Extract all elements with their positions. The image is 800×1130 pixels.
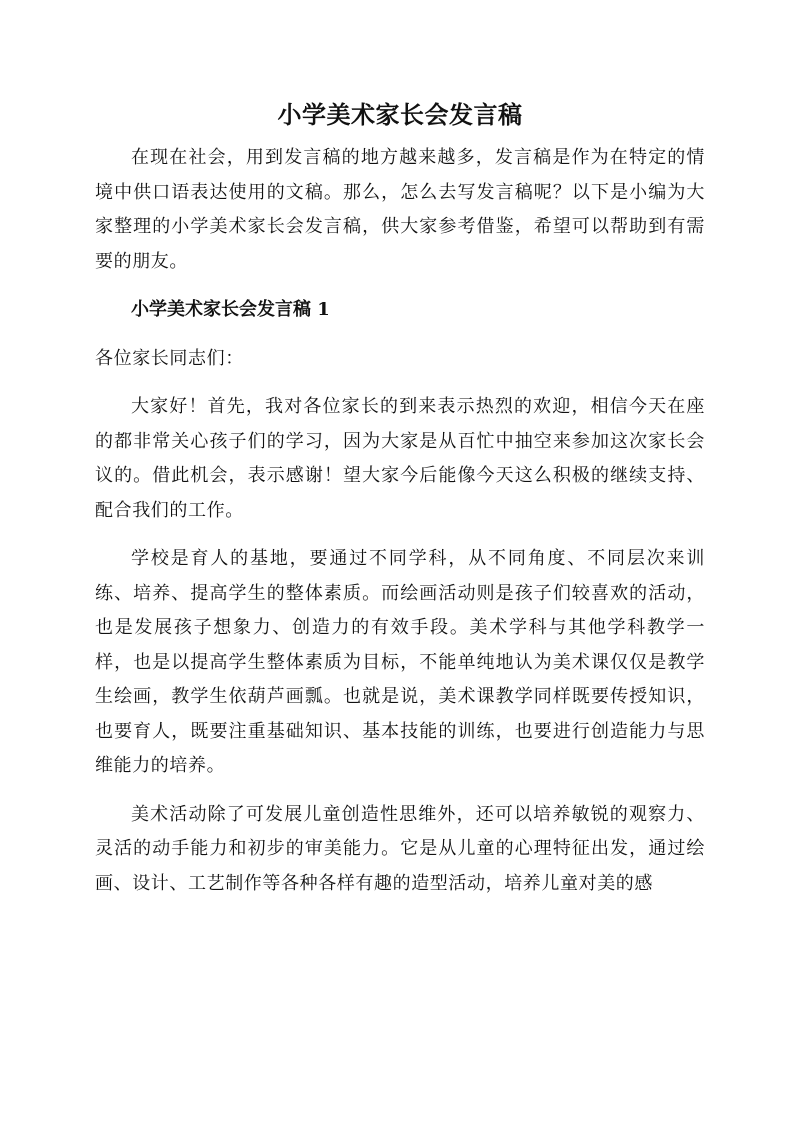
- intro-paragraph: 在现在社会，用到发言稿的地方越来越多，发言稿是作为在特定的情境中供口语表达使用的文稿。那么，怎么去写发言稿呢？以下是小编为大家整理的小学美术家长会发言稿，供大家参考借鉴，希望可以帮助到有需要的朋友。: [95, 147, 705, 272]
- body-paragraph-2: 学校是育人的基地，要通过不同学科，从不同角度、不同层次来训练、培养、提高学生的整体素质。而绘画活动则是孩子们较喜欢的活动，也是发展孩子想象力、创造力的有效手段。美术学科与其他学科教学一样，也是以提高学生整体素质为目标，不能单纯地认为美术课仅仅是教学生绘画，教学生依葫芦画瓢。也就是说，美术课教学同样既要传授知识，也要育人，既要注重基础知识、基本技能的训练，也要进行创造能力与思维能力的培养。: [95, 548, 705, 776]
- document-page: [95, 95, 705, 915]
- document-title: 小学美术家长会发言稿: [277, 100, 523, 129]
- body-paragraph-3: 美术活动除了可发展儿童创造性思维外，还可以培养敏锐的观察力、灵活的动手能力和初步的审美能力。它是从儿童的心理特征出发，通过绘画、设计、工艺制作等各种各样有趣的造型活动，培养儿童对美的感: [95, 803, 705, 894]
- section-heading: 小学美术家长会发言稿 1: [131, 299, 330, 320]
- salutation: 各位家长同志们：: [95, 347, 244, 369]
- body-paragraph-1: 大家好！首先，我对各位家长的到来表示热烈的欢迎，相信今天在座的都非常关心孩子们的学习，因为大家是从百忙中抽空来参加这次家长会议的。借此机会，表示感谢！望大家今后能像今天这么积极的继续支持、配合我们的工作。: [95, 396, 705, 521]
